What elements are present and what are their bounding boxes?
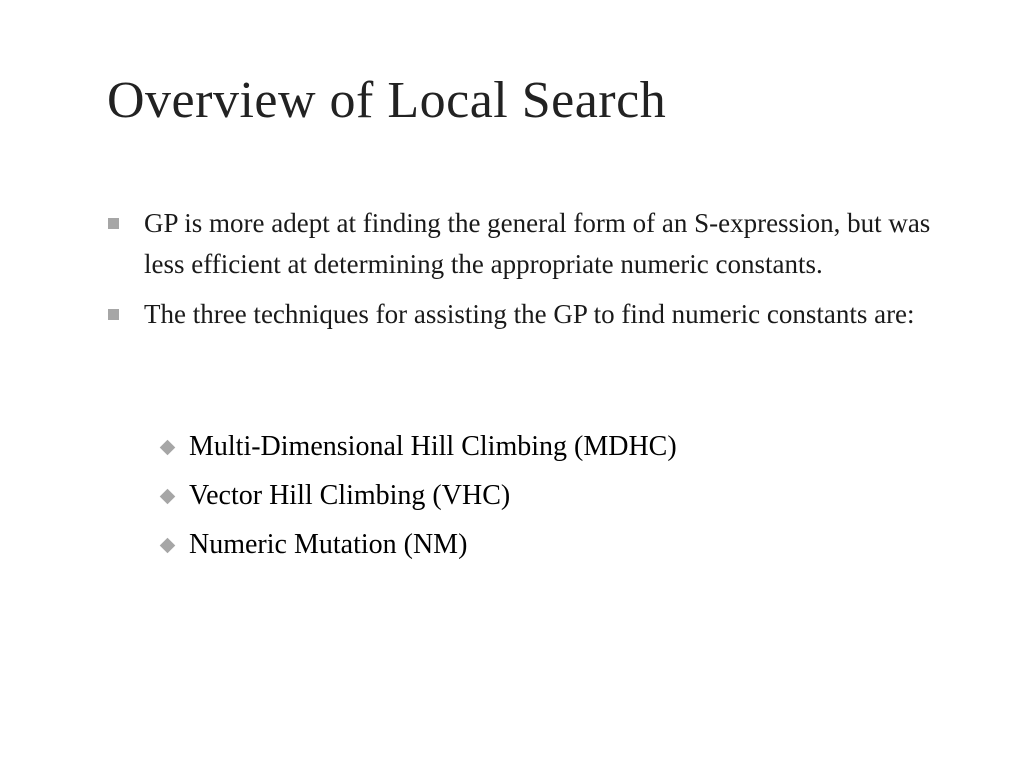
bullet-list (106, 203, 956, 344)
sub-bullet-text: Numeric Mutation (NM) (189, 529, 468, 560)
sub-bullet-item (158, 471, 677, 520)
sub-bullet-text: Multi-Dimensional Hill Climbing (MDHC) (189, 431, 677, 462)
sub-bullet-item (158, 520, 677, 569)
slide-title: Overview of Local Search (107, 72, 667, 129)
bullet-item (106, 203, 956, 285)
bullet-text: The three techniques for assisting the GP to find numeric constants are: (144, 299, 915, 329)
diamond-bullet-icon (160, 489, 176, 505)
bullet-item (106, 294, 956, 335)
diamond-bullet-icon (160, 440, 176, 456)
sub-bullet-item (158, 422, 677, 471)
sub-bullet-list (158, 422, 677, 569)
square-bullet-icon (108, 218, 119, 229)
sub-bullet-text: Vector Hill Climbing (VHC) (189, 480, 511, 511)
diamond-bullet-icon (160, 538, 176, 554)
bullet-text: GP is more adept at finding the general form of an S-expression, but was less efficient at determining the appropriate numeric constants. (144, 208, 931, 279)
square-bullet-icon (108, 309, 119, 320)
